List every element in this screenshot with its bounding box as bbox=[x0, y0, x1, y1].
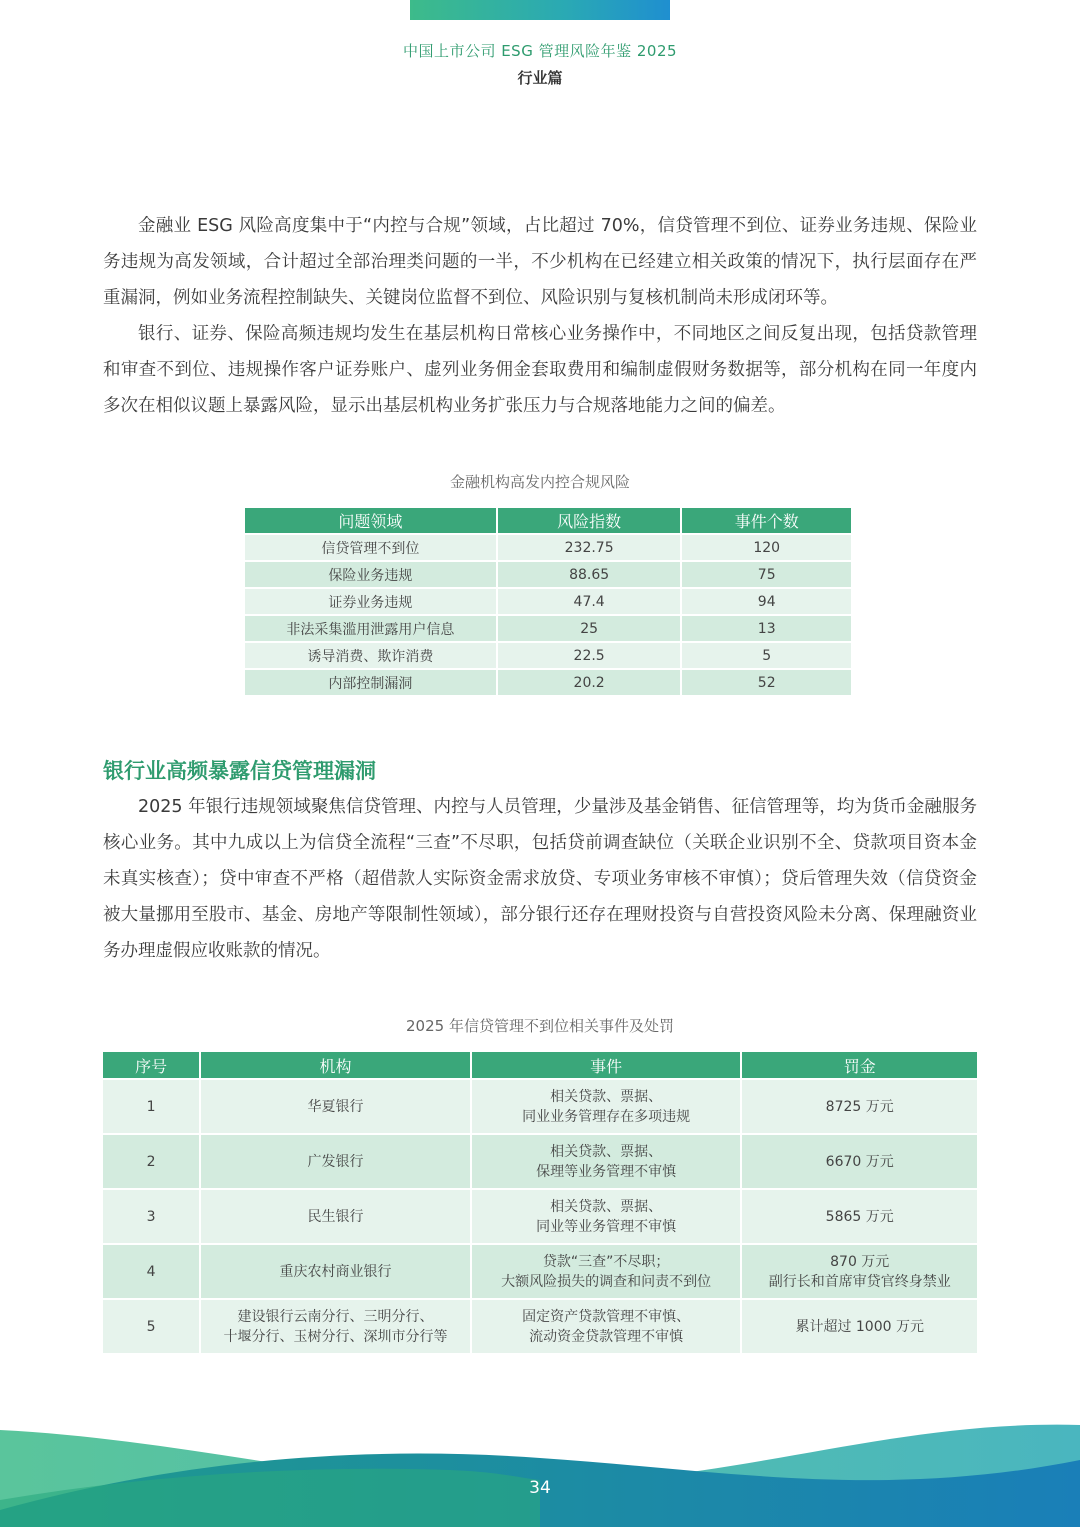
cell-event-line: 大额风险损失的调查和问责不到位 bbox=[501, 1273, 712, 1290]
cell-count: 94 bbox=[682, 589, 851, 616]
cell-org bbox=[201, 1135, 470, 1190]
cell-index: 20.2 bbox=[498, 670, 681, 697]
col-header-index: 风险指数 bbox=[498, 508, 681, 535]
cell-event-line: 保理等业务管理不审慎 bbox=[536, 1163, 677, 1180]
table-row bbox=[245, 535, 851, 562]
report-section-label: 行业篇 bbox=[517, 69, 563, 87]
col-header-org: 机构 bbox=[201, 1052, 470, 1080]
col-header-count: 事件个数 bbox=[682, 508, 851, 535]
cell-count: 120 bbox=[682, 535, 851, 562]
cell-org bbox=[201, 1080, 470, 1135]
col-header-area: 问题领域 bbox=[245, 508, 496, 535]
col-header-event: 事件 bbox=[472, 1052, 741, 1080]
cell-event-line: 相关贷款、票据、 bbox=[550, 1143, 663, 1160]
table-row bbox=[245, 670, 851, 697]
report-title: 中国上市公司 ESG 管理风险年鉴 2025 bbox=[402, 42, 678, 60]
cell-org-line: 重庆农村商业银行 bbox=[279, 1263, 392, 1280]
cell-no: 4 bbox=[103, 1245, 199, 1300]
footer-wave-decoration bbox=[0, 1400, 1080, 1527]
section-paragraph: 2025 年银行违规领域聚焦信贷管理、内控与人员管理，少量涉及基金销售、征信管理等，均为货币金融服务核心业务。其中九成以上为信贷全流程“三查”不尽职，包括贷前调查缺位（关联企业识别不全、贷款项目资本金未真实核查）；贷中审查不严格（超借款人实际资金需求放贷、专项业务审核不审慎）；贷后管理失效（信贷资金被大量挪用至股市、基金、房地产等限制性领域），部分银行还存在理财投资与自营投资风险未分离、保理融资业务办理虚假应收账款的情况。 bbox=[103, 797, 977, 961]
cell-area: 保险业务违规 bbox=[245, 562, 496, 589]
cell-org-line: 华夏银行 bbox=[307, 1098, 364, 1115]
cell-fine bbox=[742, 1080, 977, 1135]
col-header-no: 序号 bbox=[103, 1052, 199, 1080]
cell-index: 88.65 bbox=[498, 562, 681, 589]
cell-event-line: 流动资金贷款管理不审慎 bbox=[529, 1328, 684, 1345]
cell-index: 232.75 bbox=[498, 535, 681, 562]
cell-event-line: 相关贷款、票据、 bbox=[550, 1198, 663, 1215]
cell-fine-line: 8725 万元 bbox=[825, 1098, 894, 1115]
col-header-fine: 罚金 bbox=[742, 1052, 977, 1080]
body-paragraph-1: 金融业 ESG 风险高度集中于“内控与合规”领域，占比超过 70%，信贷管理不到位、证券业务违规、保险业务违规为高发领域，合计超过全部治理类问题的一半，不少机构在已经建立相关政策的情况下，执行层面存在严重漏洞，例如业务流程控制缺失、关键岗位监督不到位、风险识别与复核机制尚未形成闭环等。 bbox=[103, 216, 977, 308]
table-row bbox=[245, 616, 851, 643]
cell-no: 2 bbox=[103, 1135, 199, 1190]
cell-org bbox=[201, 1300, 470, 1355]
cell-index: 25 bbox=[498, 616, 681, 643]
cell-fine bbox=[742, 1190, 977, 1245]
cell-org-line: 建设银行云南分行、三明分行、 bbox=[237, 1308, 434, 1325]
cell-count: 75 bbox=[682, 562, 851, 589]
cell-area: 信贷管理不到位 bbox=[245, 535, 496, 562]
section-heading: 银行业高频暴露信贷管理漏洞 bbox=[103, 759, 376, 783]
cell-fine bbox=[742, 1300, 977, 1355]
cell-area: 内部控制漏洞 bbox=[245, 670, 496, 697]
cell-event bbox=[472, 1190, 741, 1245]
cell-event bbox=[472, 1080, 741, 1135]
penalty-table bbox=[101, 1052, 979, 1355]
header-accent-bar bbox=[410, 0, 670, 20]
cell-fine bbox=[742, 1245, 977, 1300]
cell-fine-line: 870 万元 bbox=[830, 1253, 890, 1270]
cell-index: 47.4 bbox=[498, 589, 681, 616]
cell-org bbox=[201, 1190, 470, 1245]
cell-no: 3 bbox=[103, 1190, 199, 1245]
cell-fine bbox=[742, 1135, 977, 1190]
table-row bbox=[103, 1300, 977, 1355]
cell-no: 5 bbox=[103, 1300, 199, 1355]
cell-event bbox=[472, 1245, 741, 1300]
cell-org bbox=[201, 1245, 470, 1300]
table-row bbox=[103, 1245, 977, 1300]
table-row bbox=[103, 1080, 977, 1135]
cell-fine-line: 副行长和首席审贷官终身禁业 bbox=[768, 1273, 951, 1290]
cell-area: 非法采集滥用泄露用户信息 bbox=[245, 616, 496, 643]
cell-fine-line: 累计超过 1000 万元 bbox=[795, 1318, 924, 1335]
cell-event bbox=[472, 1135, 741, 1190]
table2-caption: 2025 年信贷管理不到位相关事件及处罚 bbox=[406, 1017, 674, 1035]
cell-count: 5 bbox=[682, 643, 851, 670]
cell-no: 1 bbox=[103, 1080, 199, 1135]
cell-area: 证券业务违规 bbox=[245, 589, 496, 616]
table-row bbox=[103, 1135, 977, 1190]
table-row bbox=[103, 1190, 977, 1245]
cell-event-line: 相关贷款、票据、 bbox=[550, 1088, 663, 1105]
body-paragraph-2: 银行、证券、保险高频违规均发生在基层机构日常核心业务操作中，不同地区之间反复出现，包括贷款管理和审查不到位、违规操作客户证券账户、虚列业务佣金套取费用和编制虚假财务数据等，部分机构在同一年度内多次在相似议题上暴露风险，显示出基层机构业务扩张压力与合规落地能力之间的偏差。 bbox=[103, 324, 977, 416]
table-row bbox=[245, 562, 851, 589]
cell-index: 22.5 bbox=[498, 643, 681, 670]
cell-org-line: 民生银行 bbox=[307, 1208, 364, 1225]
table1-caption: 金融机构高发内控合规风险 bbox=[449, 473, 630, 491]
cell-fine-line: 5865 万元 bbox=[825, 1208, 894, 1225]
cell-area: 诱导消费、欺诈消费 bbox=[245, 643, 496, 670]
cell-org-line: 十堰分行、玉树分行、深圳市分行等 bbox=[223, 1328, 448, 1345]
cell-event-line: 固定资产贷款管理不审慎、 bbox=[522, 1308, 691, 1325]
cell-event-line: 同业等业务管理不审慎 bbox=[536, 1218, 677, 1235]
cell-count: 13 bbox=[682, 616, 851, 643]
cell-count: 52 bbox=[682, 670, 851, 697]
cell-fine-line: 6670 万元 bbox=[825, 1153, 894, 1170]
table-row bbox=[245, 589, 851, 616]
cell-event-line: 同业业务管理存在多项违规 bbox=[522, 1108, 691, 1125]
risk-table bbox=[243, 508, 853, 697]
cell-event bbox=[472, 1300, 741, 1355]
cell-event-line: 贷款“三查”不尽职； bbox=[542, 1253, 670, 1270]
page-number: 34 bbox=[529, 1478, 551, 1498]
cell-org-line: 广发银行 bbox=[307, 1153, 364, 1170]
table-row bbox=[245, 643, 851, 670]
